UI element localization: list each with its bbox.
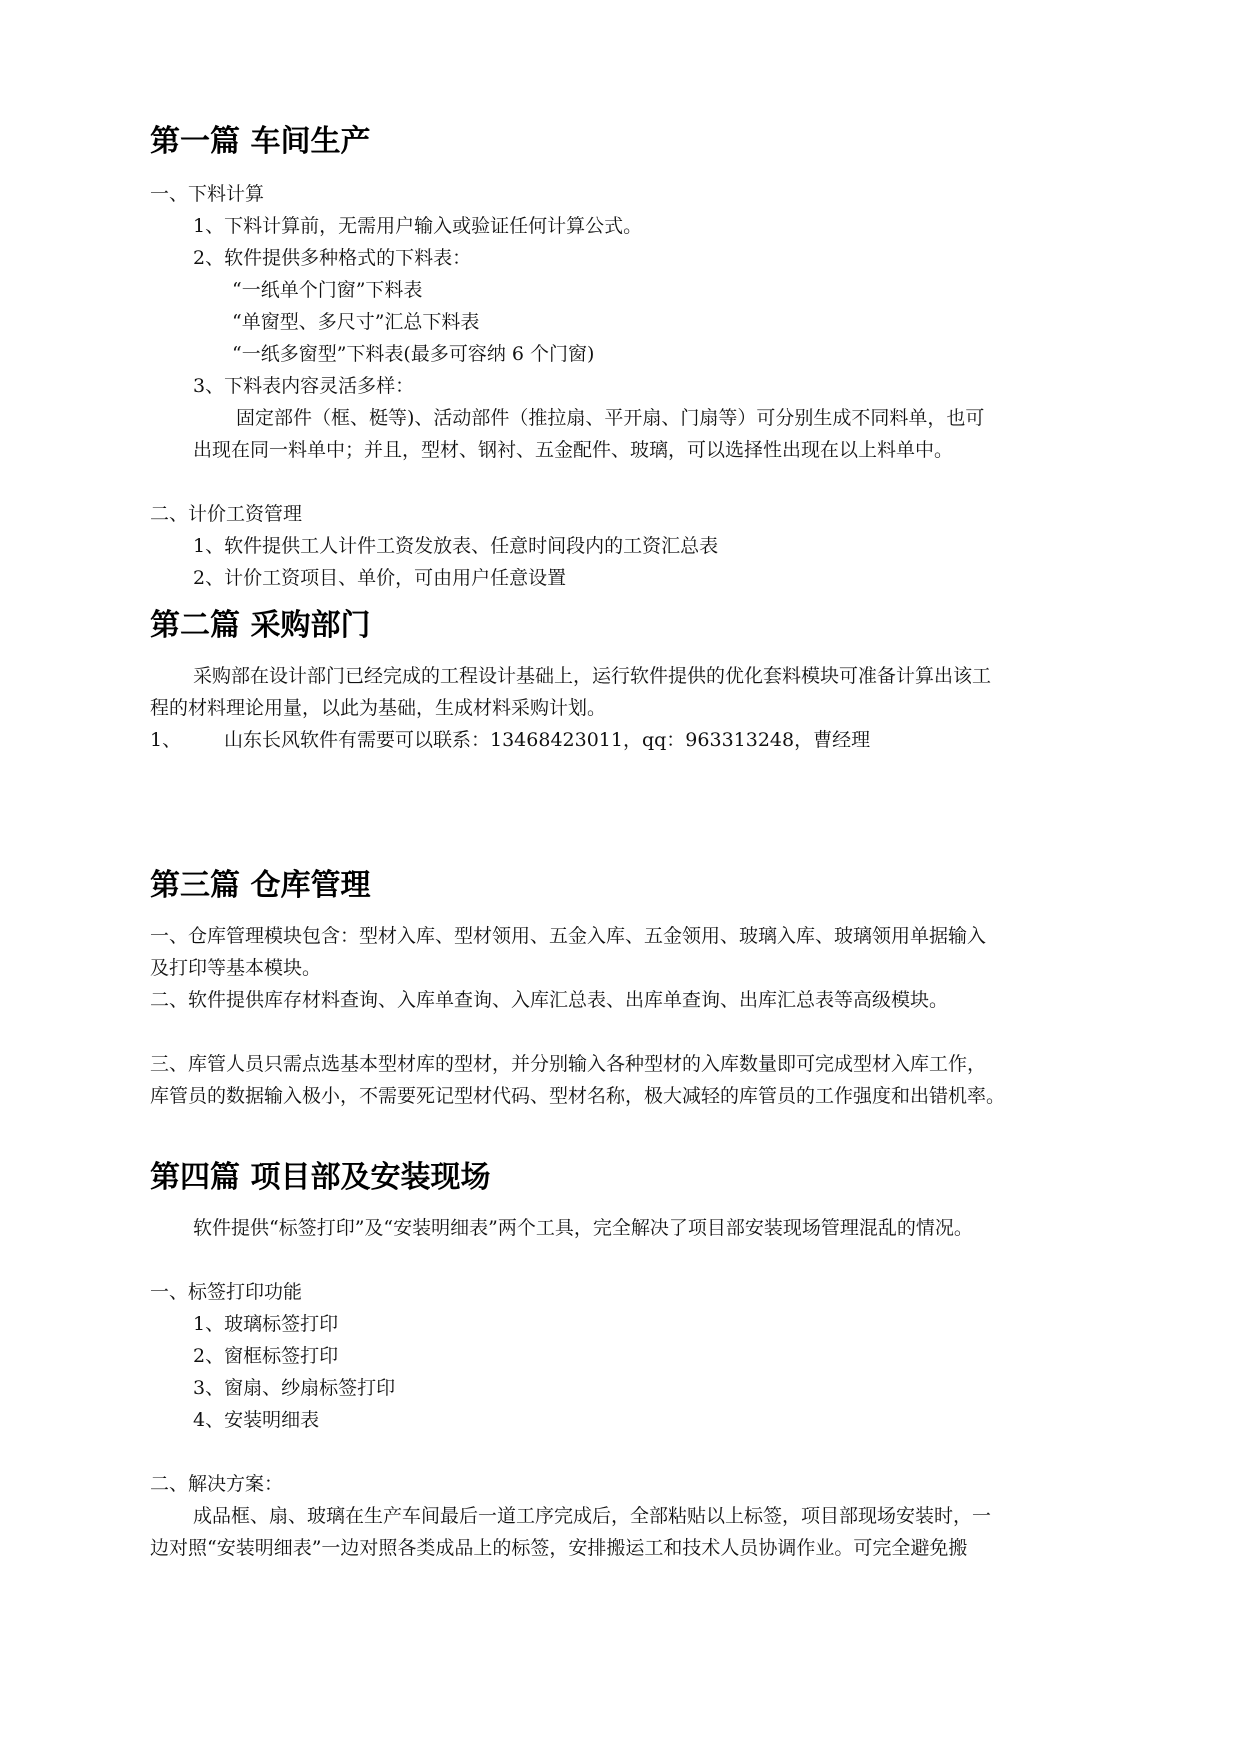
paragraph-line: 出现在同一料单中；并且，型材、钢衬、五金配件、玻璃，可以选择性出现在以上料单中。 <box>193 439 954 461</box>
paragraph-line: 采购部在设计部门已经完成的工程设计基础上，运行软件提供的优化套料模块可准备计算出该工 <box>193 665 992 687</box>
paragraph-line: 二、软件提供库存材料查询、入库单查询、入库汇总表、出库单查询、出库汇总表等高级模块。 <box>150 989 949 1011</box>
list-item: 4、安装明细表 <box>193 1409 320 1431</box>
list-item: 2、计价工资项目、单价，可由用户任意设置 <box>193 567 567 589</box>
sec2-heading: 二、解决方案： <box>150 1473 284 1495</box>
paragraph-line: 及打印等基本模块。 <box>150 957 322 979</box>
contact-text: 山东长风软件有需要可以联系：13468423011，qq：963313248，曹经理 <box>224 729 871 751</box>
list-item: 1、软件提供工人计件工资发放表、任意时间段内的工资汇总表 <box>193 535 719 557</box>
paragraph-line: 边对照“安装明细表”一边对照各类成品上的标签，安排搬运工和技术人员协调作业。可完全避免搬 <box>150 1537 968 1559</box>
intro-line: 软件提供“标签打印”及“安装明细表”两个工具，完全解决了项目部安装现场管理混乱的情况。 <box>193 1217 973 1239</box>
part4-title: 第四篇 项目部及安装现场 <box>150 1160 491 1195</box>
format-item: “一纸多窗型”下料表(最多可容纳 6 个门窗) <box>232 343 595 365</box>
contact-number: 1、 <box>150 729 182 751</box>
sec2-heading: 二、计价工资管理 <box>150 503 303 525</box>
paragraph-line: 固定部件（框、梃等)、活动部件（推拉扇、平开扇、门扇等）可分别生成不同料单，也可 <box>236 407 985 429</box>
list-item: 1、下料计算前，无需用户输入或验证任何计算公式。 <box>193 215 643 237</box>
list-item: 3、下料表内容灵活多样： <box>193 375 415 397</box>
paragraph-line: 成品框、扇、玻璃在生产车间最后一道工序完成后，全部粘贴以上标签，项目部现场安装时，一 <box>193 1505 992 1527</box>
part3-title: 第三篇 仓库管理 <box>150 868 371 903</box>
list-item: 3、窗扇、纱扇标签打印 <box>193 1377 396 1399</box>
part2-title: 第二篇 采购部门 <box>150 608 371 643</box>
sec1-heading: 一、标签打印功能 <box>150 1281 303 1303</box>
paragraph-line: 程的材料理论用量，以此为基础，生成材料采购计划。 <box>150 697 607 719</box>
format-item: “一纸单个门窗”下料表 <box>232 279 423 301</box>
list-item: 2、窗框标签打印 <box>193 1345 339 1367</box>
paragraph-line: 一、仓库管理模块包含：型材入库、型材领用、五金入库、五金领用、玻璃入库、玻璃领用单据输入 <box>150 925 987 947</box>
format-item: “单窗型、多尺寸”汇总下料表 <box>232 311 480 333</box>
list-item: 1、玻璃标签打印 <box>193 1313 339 1335</box>
part1-title: 第一篇 车间生产 <box>150 124 371 159</box>
paragraph-line: 库管员的数据输入极小，不需要死记型材代码、型材名称，极大减轻的库管员的工作强度和出错机率。 <box>150 1085 1006 1107</box>
list-item: 2、软件提供多种格式的下料表： <box>193 247 472 269</box>
sec1-heading: 一、下料计算 <box>150 183 265 205</box>
paragraph-line: 三、库管人员只需点选基本型材库的型材，并分别输入各种型材的入库数量即可完成型材入库工作， <box>150 1053 987 1075</box>
